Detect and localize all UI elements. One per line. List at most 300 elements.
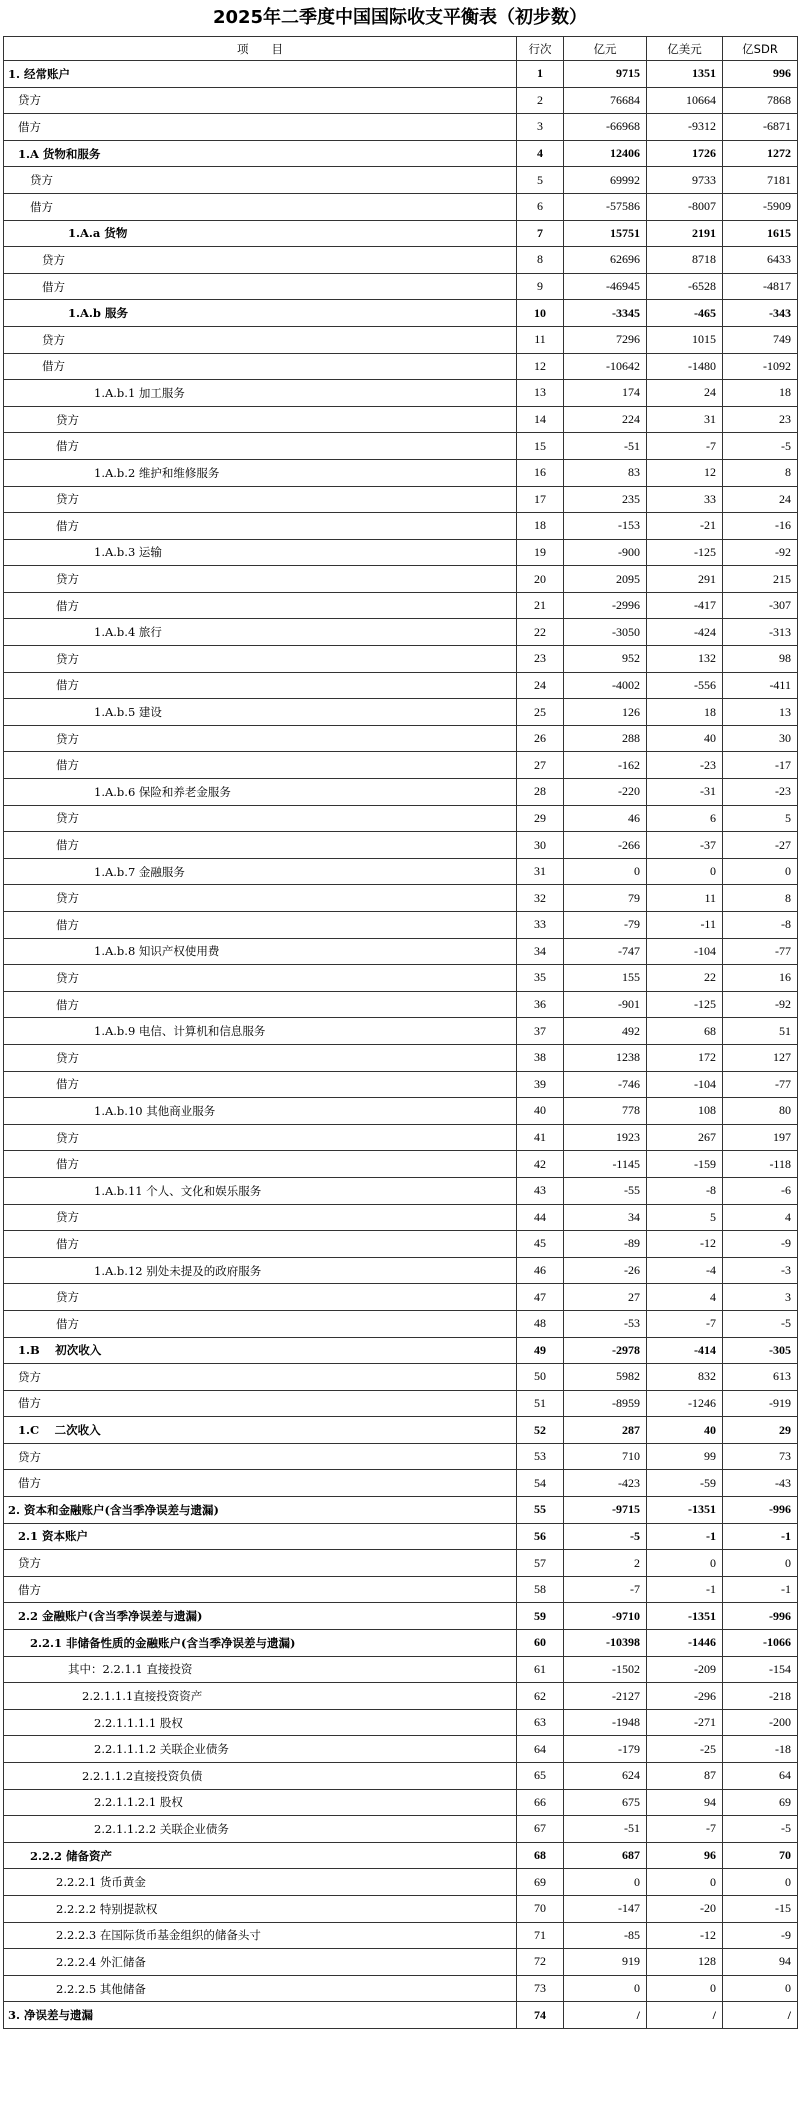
row-label: 1.A.b.6 保险和养老金服务 — [4, 779, 517, 806]
table-row — [4, 752, 798, 779]
row-label: 1.A.b.1 加工服务 — [4, 380, 517, 407]
table-row — [4, 459, 798, 486]
row-label: 1.A.b.4 旅行 — [4, 619, 517, 646]
row-number: 15 — [517, 433, 564, 460]
value-sdr: 69 — [723, 1789, 798, 1816]
row-label: 贷方 — [4, 1124, 517, 1151]
value-cny: 624 — [564, 1763, 647, 1790]
value-sdr: 1272 — [723, 140, 798, 167]
value-cny: -746 — [564, 1071, 647, 1098]
value-sdr: -18 — [723, 1736, 798, 1763]
value-sdr: 13 — [723, 699, 798, 726]
value-usd: -8 — [647, 1177, 723, 1204]
table-row — [4, 1204, 798, 1231]
value-usd: -125 — [647, 991, 723, 1018]
value-usd: -159 — [647, 1151, 723, 1178]
table-row — [4, 1470, 798, 1497]
row-label: 1.A.a 货物 — [4, 220, 517, 247]
value-cny: -85 — [564, 1922, 647, 1949]
table-row — [4, 1975, 798, 2002]
value-usd: -414 — [647, 1337, 723, 1364]
row-number: 6 — [517, 193, 564, 220]
table-row — [4, 1177, 798, 1204]
row-label: 贷方 — [4, 1550, 517, 1577]
header-sdr: 亿SDR — [723, 37, 798, 61]
table-row — [4, 1231, 798, 1258]
row-number: 27 — [517, 752, 564, 779]
table-row — [4, 273, 798, 300]
row-number: 14 — [517, 406, 564, 433]
value-sdr: -218 — [723, 1683, 798, 1710]
value-usd: -7 — [647, 433, 723, 460]
table-row — [4, 140, 798, 167]
value-cny: 224 — [564, 406, 647, 433]
table-row — [4, 566, 798, 593]
row-label: 借方 — [4, 991, 517, 1018]
header-usd: 亿美元 — [647, 37, 723, 61]
value-sdr: 4 — [723, 1204, 798, 1231]
header-row — [4, 37, 798, 61]
value-usd: -424 — [647, 619, 723, 646]
value-sdr: -5 — [723, 433, 798, 460]
row-label: 1.A 货物和服务 — [4, 140, 517, 167]
row-number: 30 — [517, 832, 564, 859]
row-number: 17 — [517, 486, 564, 513]
value-sdr: 215 — [723, 566, 798, 593]
row-label: 1.A.b.8 知识产权使用费 — [4, 938, 517, 965]
value-usd: 0 — [647, 1975, 723, 2002]
table-row — [4, 805, 798, 832]
value-usd: -465 — [647, 300, 723, 327]
row-label: 借方 — [4, 1310, 517, 1337]
table-row — [4, 1656, 798, 1683]
value-sdr: 24 — [723, 486, 798, 513]
row-number: 32 — [517, 885, 564, 912]
value-cny: 27 — [564, 1284, 647, 1311]
table-row — [4, 1895, 798, 1922]
row-number: 37 — [517, 1018, 564, 1045]
table-row — [4, 646, 798, 673]
row-number: 51 — [517, 1390, 564, 1417]
row-label: 贷方 — [4, 247, 517, 274]
value-sdr: 996 — [723, 61, 798, 88]
row-number: 52 — [517, 1417, 564, 1444]
row-label: 贷方 — [4, 1364, 517, 1391]
value-usd: 10664 — [647, 87, 723, 114]
value-usd: -7 — [647, 1816, 723, 1843]
value-usd: 108 — [647, 1098, 723, 1125]
value-cny: -1502 — [564, 1656, 647, 1683]
value-cny: 778 — [564, 1098, 647, 1125]
value-sdr: 749 — [723, 326, 798, 353]
value-usd: -12 — [647, 1922, 723, 1949]
table-row — [4, 1044, 798, 1071]
value-usd: 33 — [647, 486, 723, 513]
header-row-number: 行次 — [517, 37, 564, 61]
value-sdr: -23 — [723, 779, 798, 806]
row-number: 49 — [517, 1337, 564, 1364]
value-usd: 0 — [647, 858, 723, 885]
value-cny: -266 — [564, 832, 647, 859]
value-usd: 832 — [647, 1364, 723, 1391]
row-number: 41 — [517, 1124, 564, 1151]
value-cny: 46 — [564, 805, 647, 832]
row-number: 54 — [517, 1470, 564, 1497]
row-label: 其中：2.2.1.1 直接投资 — [4, 1656, 517, 1683]
row-label: 1.A.b.9 电信、计算机和信息服务 — [4, 1018, 517, 1045]
value-sdr: -305 — [723, 1337, 798, 1364]
value-cny: 287 — [564, 1417, 647, 1444]
table-row — [4, 114, 798, 141]
table-row — [4, 1257, 798, 1284]
value-usd: 24 — [647, 380, 723, 407]
value-usd: -59 — [647, 1470, 723, 1497]
table-row — [4, 513, 798, 540]
row-label: 借方 — [4, 1071, 517, 1098]
table-row — [4, 1789, 798, 1816]
value-usd: 172 — [647, 1044, 723, 1071]
table-row — [4, 87, 798, 114]
row-number: 7 — [517, 220, 564, 247]
row-number: 43 — [517, 1177, 564, 1204]
row-label: 贷方 — [4, 486, 517, 513]
value-cny: -423 — [564, 1470, 647, 1497]
row-number: 18 — [517, 513, 564, 540]
value-usd: 9733 — [647, 167, 723, 194]
value-sdr: -17 — [723, 752, 798, 779]
row-label: 借方 — [4, 1151, 517, 1178]
row-number: 20 — [517, 566, 564, 593]
row-number: 42 — [517, 1151, 564, 1178]
table-row — [4, 938, 798, 965]
row-label: 贷方 — [4, 965, 517, 992]
value-usd: 94 — [647, 1789, 723, 1816]
header-cny: 亿元 — [564, 37, 647, 61]
value-usd: 8718 — [647, 247, 723, 274]
row-number: 31 — [517, 858, 564, 885]
value-sdr: -411 — [723, 672, 798, 699]
row-label: 2.2.2.4 外汇储备 — [4, 1949, 517, 1976]
table-row — [4, 1390, 798, 1417]
row-label: 借方 — [4, 1231, 517, 1258]
row-number: 29 — [517, 805, 564, 832]
value-sdr: -343 — [723, 300, 798, 327]
row-number: 22 — [517, 619, 564, 646]
row-number: 62 — [517, 1683, 564, 1710]
value-cny: 76684 — [564, 87, 647, 114]
value-cny: -1948 — [564, 1709, 647, 1736]
row-number: 26 — [517, 725, 564, 752]
value-cny: 0 — [564, 1869, 647, 1896]
value-usd: 96 — [647, 1842, 723, 1869]
table-row — [4, 1443, 798, 1470]
value-cny: -2127 — [564, 1683, 647, 1710]
row-number: 3 — [517, 114, 564, 141]
value-usd: -104 — [647, 1071, 723, 1098]
row-label: 贷方 — [4, 646, 517, 673]
table-row — [4, 619, 798, 646]
value-usd: 128 — [647, 1949, 723, 1976]
value-cny: 12406 — [564, 140, 647, 167]
row-label: 2.2.2.5 其他储备 — [4, 1975, 517, 2002]
value-sdr: 30 — [723, 725, 798, 752]
row-number: 53 — [517, 1443, 564, 1470]
value-sdr: 16 — [723, 965, 798, 992]
value-sdr: 7868 — [723, 87, 798, 114]
value-cny: 675 — [564, 1789, 647, 1816]
value-sdr: -92 — [723, 539, 798, 566]
row-label: 3. 净误差与遗漏 — [4, 2002, 517, 2029]
value-cny: -4002 — [564, 672, 647, 699]
value-usd: 31 — [647, 406, 723, 433]
row-number: 4 — [517, 140, 564, 167]
value-usd: 291 — [647, 566, 723, 593]
row-label: 1.A.b.12 别处未提及的政府服务 — [4, 1257, 517, 1284]
table-row — [4, 1337, 798, 1364]
value-cny: -747 — [564, 938, 647, 965]
value-sdr: 613 — [723, 1364, 798, 1391]
table-row — [4, 1842, 798, 1869]
value-usd: 99 — [647, 1443, 723, 1470]
value-usd: -37 — [647, 832, 723, 859]
value-usd: 6 — [647, 805, 723, 832]
row-number: 12 — [517, 353, 564, 380]
value-sdr: 18 — [723, 380, 798, 407]
value-usd: 12 — [647, 459, 723, 486]
value-usd: -25 — [647, 1736, 723, 1763]
table-row — [4, 832, 798, 859]
table-row — [4, 193, 798, 220]
row-number: 67 — [517, 1816, 564, 1843]
row-number: 65 — [517, 1763, 564, 1790]
value-usd: -9312 — [647, 114, 723, 141]
table-row — [4, 858, 798, 885]
row-number: 69 — [517, 1869, 564, 1896]
table-row — [4, 1922, 798, 1949]
value-usd: -31 — [647, 779, 723, 806]
row-number: 23 — [517, 646, 564, 673]
value-sdr: -118 — [723, 1151, 798, 1178]
row-number: 13 — [517, 380, 564, 407]
value-sdr: 3 — [723, 1284, 798, 1311]
table-row — [4, 1603, 798, 1630]
table-row — [4, 779, 798, 806]
value-sdr: / — [723, 2002, 798, 2029]
value-usd: -1246 — [647, 1390, 723, 1417]
value-usd: 40 — [647, 725, 723, 752]
row-label: 贷方 — [4, 167, 517, 194]
value-sdr: 64 — [723, 1763, 798, 1790]
row-number: 57 — [517, 1550, 564, 1577]
table-row — [4, 1709, 798, 1736]
value-cny: 174 — [564, 380, 647, 407]
value-cny: 126 — [564, 699, 647, 726]
page-title: 2025年二季度中国国际收支平衡表（初步数） — [212, 7, 588, 28]
value-cny: 2 — [564, 1550, 647, 1577]
header-item: 项 目 — [4, 37, 517, 61]
value-sdr: -996 — [723, 1603, 798, 1630]
table-row — [4, 1523, 798, 1550]
value-usd: 40 — [647, 1417, 723, 1444]
value-usd: -104 — [647, 938, 723, 965]
row-number: 25 — [517, 699, 564, 726]
table-row — [4, 1630, 798, 1657]
table-row — [4, 1497, 798, 1524]
value-usd: -1 — [647, 1576, 723, 1603]
value-usd: -23 — [647, 752, 723, 779]
row-number: 56 — [517, 1523, 564, 1550]
row-label: 贷方 — [4, 725, 517, 752]
row-number: 55 — [517, 1497, 564, 1524]
row-label: 借方 — [4, 353, 517, 380]
value-sdr: -1 — [723, 1523, 798, 1550]
value-cny: 9715 — [564, 61, 647, 88]
row-number: 50 — [517, 1364, 564, 1391]
row-label: 1.C 二次收入 — [4, 1417, 517, 1444]
row-number: 16 — [517, 459, 564, 486]
value-sdr: 197 — [723, 1124, 798, 1151]
value-sdr: -77 — [723, 1071, 798, 1098]
table-row — [4, 300, 798, 327]
value-usd: -1 — [647, 1523, 723, 1550]
value-sdr: -5 — [723, 1310, 798, 1337]
value-cny: / — [564, 2002, 647, 2029]
value-cny: 952 — [564, 646, 647, 673]
row-number: 70 — [517, 1895, 564, 1922]
row-number: 2 — [517, 87, 564, 114]
value-sdr: -5909 — [723, 193, 798, 220]
value-sdr: -154 — [723, 1656, 798, 1683]
row-label: 2.2.1.1.1.1 股权 — [4, 1709, 517, 1736]
table-row — [4, 592, 798, 619]
table-row — [4, 486, 798, 513]
row-number: 11 — [517, 326, 564, 353]
value-cny: 919 — [564, 1949, 647, 1976]
value-sdr: 0 — [723, 1869, 798, 1896]
row-number: 38 — [517, 1044, 564, 1071]
value-usd: 1015 — [647, 326, 723, 353]
row-label: 贷方 — [4, 805, 517, 832]
row-label: 1.A.b 服务 — [4, 300, 517, 327]
value-usd: 18 — [647, 699, 723, 726]
value-sdr: 5 — [723, 805, 798, 832]
value-sdr: -9 — [723, 1922, 798, 1949]
row-label: 2. 资本和金融账户(含当季净误差与遗漏) — [4, 1497, 517, 1524]
row-number: 47 — [517, 1284, 564, 1311]
row-number: 9 — [517, 273, 564, 300]
table-row — [4, 61, 798, 88]
value-sdr: -1 — [723, 1576, 798, 1603]
value-cny: -2996 — [564, 592, 647, 619]
row-label: 借方 — [4, 273, 517, 300]
balance-of-payments-table — [3, 36, 798, 2029]
row-number: 33 — [517, 912, 564, 939]
value-cny: 83 — [564, 459, 647, 486]
value-cny: -179 — [564, 1736, 647, 1763]
value-sdr: -919 — [723, 1390, 798, 1417]
row-number: 34 — [517, 938, 564, 965]
value-sdr: 8 — [723, 459, 798, 486]
table-row — [4, 1310, 798, 1337]
table-row — [4, 2002, 798, 2029]
value-sdr: 98 — [723, 646, 798, 673]
value-cny: 235 — [564, 486, 647, 513]
value-cny: -7 — [564, 1576, 647, 1603]
table-row — [4, 965, 798, 992]
value-sdr: -15 — [723, 1895, 798, 1922]
value-sdr: -77 — [723, 938, 798, 965]
row-label: 贷方 — [4, 1044, 517, 1071]
value-sdr: -6 — [723, 1177, 798, 1204]
table-row — [4, 1763, 798, 1790]
table-row — [4, 991, 798, 1018]
value-cny: -3050 — [564, 619, 647, 646]
value-sdr: -9 — [723, 1231, 798, 1258]
table-row — [4, 1124, 798, 1151]
row-label: 贷方 — [4, 566, 517, 593]
table-row — [4, 1576, 798, 1603]
value-sdr: 29 — [723, 1417, 798, 1444]
row-label: 1. 经常账户 — [4, 61, 517, 88]
value-cny: -10398 — [564, 1630, 647, 1657]
value-cny: 79 — [564, 885, 647, 912]
value-usd: 1726 — [647, 140, 723, 167]
value-cny: -3345 — [564, 300, 647, 327]
value-usd: 68 — [647, 1018, 723, 1045]
value-sdr: -1092 — [723, 353, 798, 380]
value-usd: 22 — [647, 965, 723, 992]
row-number: 68 — [517, 1842, 564, 1869]
value-cny: 1238 — [564, 1044, 647, 1071]
row-number: 71 — [517, 1922, 564, 1949]
value-sdr: 6433 — [723, 247, 798, 274]
value-sdr: 1615 — [723, 220, 798, 247]
row-number: 10 — [517, 300, 564, 327]
table-row — [4, 672, 798, 699]
table-row — [4, 1071, 798, 1098]
value-sdr: 70 — [723, 1842, 798, 1869]
row-number: 45 — [517, 1231, 564, 1258]
value-usd: -7 — [647, 1310, 723, 1337]
row-number: 36 — [517, 991, 564, 1018]
row-number: 74 — [517, 2002, 564, 2029]
row-label: 1.A.b.7 金融服务 — [4, 858, 517, 885]
value-sdr: -5 — [723, 1816, 798, 1843]
value-cny: -9715 — [564, 1497, 647, 1524]
row-number: 48 — [517, 1310, 564, 1337]
value-cny: -9710 — [564, 1603, 647, 1630]
value-usd: -8007 — [647, 193, 723, 220]
value-cny: -5 — [564, 1523, 647, 1550]
value-cny: -8959 — [564, 1390, 647, 1417]
row-number: 63 — [517, 1709, 564, 1736]
value-sdr: 23 — [723, 406, 798, 433]
row-number: 66 — [517, 1789, 564, 1816]
value-usd: -209 — [647, 1656, 723, 1683]
value-cny: 1923 — [564, 1124, 647, 1151]
row-label: 2.1 资本账户 — [4, 1523, 517, 1550]
value-usd: / — [647, 2002, 723, 2029]
row-label: 借方 — [4, 832, 517, 859]
value-usd: -556 — [647, 672, 723, 699]
row-label: 贷方 — [4, 326, 517, 353]
value-cny: -1145 — [564, 1151, 647, 1178]
value-sdr: 0 — [723, 858, 798, 885]
row-number: 64 — [517, 1736, 564, 1763]
row-number: 8 — [517, 247, 564, 274]
row-label: 2.2 金融账户(含当季净误差与遗漏) — [4, 1603, 517, 1630]
row-number: 21 — [517, 592, 564, 619]
